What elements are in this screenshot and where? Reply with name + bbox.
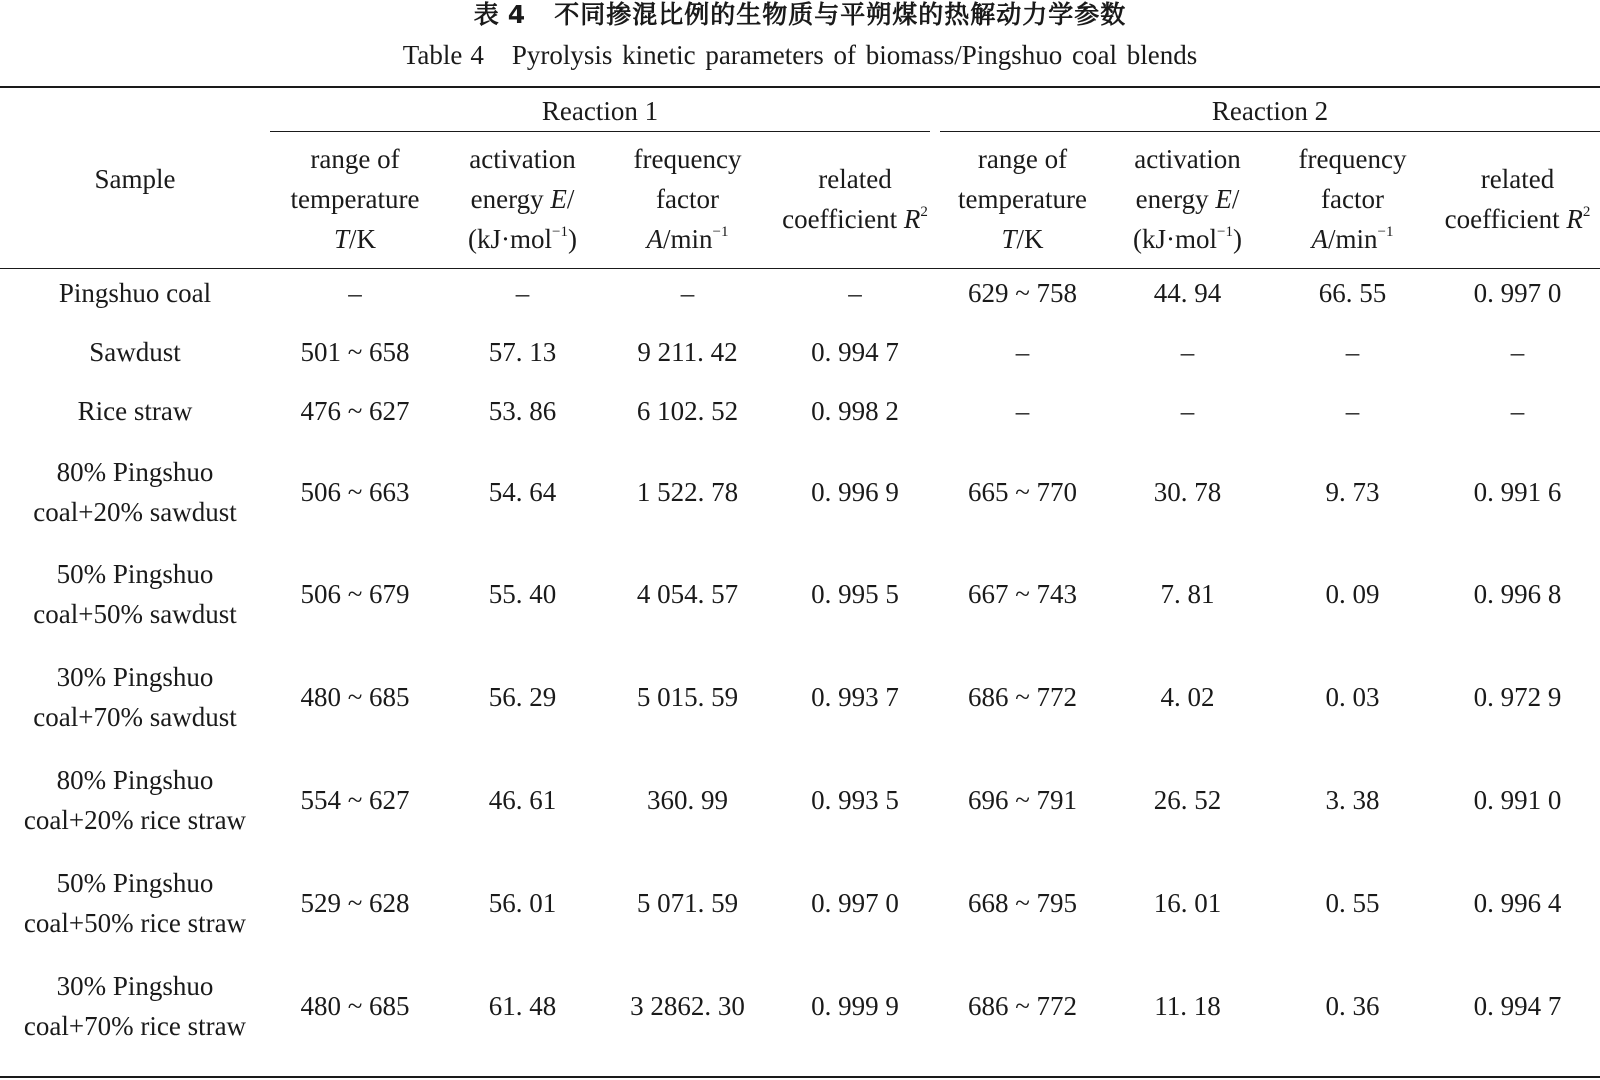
table-cell: 9 211. 42 xyxy=(637,337,738,367)
table-cell: 480 ~ 685 xyxy=(300,991,410,1021)
table-cell: 0. 997 0 xyxy=(1473,278,1562,308)
header-temperature-range-1: range of temperature T/K xyxy=(290,144,420,254)
table-cell: – xyxy=(1015,396,1030,426)
table-cell: 0. 09 xyxy=(1325,579,1380,609)
header-related-coefficient-2: related coefficient $R^2$ xyxy=(1444,164,1591,234)
table-cell: 665 ~ 770 xyxy=(967,477,1078,507)
caption-cn-prefix: 表 xyxy=(473,0,500,29)
table-cell: 9. 73 xyxy=(1325,477,1380,507)
table-cell: 686 ~ 772 xyxy=(967,682,1078,712)
table-cell: 5 015. 59 xyxy=(636,682,739,712)
table-cell: – xyxy=(348,278,362,308)
row-sample: Sawdust xyxy=(89,337,181,367)
table-cell: 554 ~ 627 xyxy=(300,785,410,815)
table-cell: 54. 64 xyxy=(488,477,557,507)
table-cell: – xyxy=(680,278,695,308)
table-cell: 11. 18 xyxy=(1154,991,1221,1021)
table-cell: 686 ~ 772 xyxy=(967,991,1078,1021)
top-rule xyxy=(0,86,1600,88)
table-cell: 56. 29 xyxy=(488,682,557,712)
table-cell: – xyxy=(515,278,530,308)
header-rule xyxy=(0,268,1600,269)
table-cell: 0. 03 xyxy=(1325,682,1380,712)
table-cell: 476 ~ 627 xyxy=(300,396,410,426)
table-cell: 501 ~ 658 xyxy=(300,337,410,367)
row-sample: Rice straw xyxy=(77,396,193,426)
table-cell: 6 102. 52 xyxy=(636,396,739,426)
table-cell: – xyxy=(1345,337,1360,367)
table-cell: – xyxy=(1345,396,1360,426)
table-cell: 480 ~ 685 xyxy=(300,682,410,712)
table-cell: 57. 13 xyxy=(488,337,557,367)
table-cell: 61. 48 xyxy=(488,991,557,1021)
caption-cn-title: 不同掺混比例的生物质与平朔煤的热解动力学参数 xyxy=(554,0,1127,29)
table-cell: 0. 36 xyxy=(1325,991,1380,1021)
header-reaction-1: Reaction 1 xyxy=(541,96,659,126)
table-cell: 0. 997 0 xyxy=(811,888,899,918)
caption-en-number: 4 xyxy=(470,40,484,70)
table-cell: 3. 38 xyxy=(1325,785,1380,815)
row-sample: 50% Pingshuo coal+50% rice straw xyxy=(23,868,247,938)
table-cell: 0. 993 7 xyxy=(811,682,899,712)
group1-underline xyxy=(270,131,930,132)
table-cell: 0. 996 8 xyxy=(1473,579,1562,609)
table-cell: 26. 52 xyxy=(1153,785,1222,815)
table-cell: 0. 993 5 xyxy=(811,785,899,815)
table-cell: 30. 78 xyxy=(1153,477,1222,507)
table-cell: – xyxy=(1180,396,1195,426)
table-cell: 3 2862. 30 xyxy=(630,991,745,1021)
table-cell: 46. 61 xyxy=(488,785,557,815)
header-frequency-factor-2: frequency factor $A/\min^{-1}$ xyxy=(1298,144,1407,254)
table-cell: 7. 81 xyxy=(1160,579,1215,609)
table-cell: – xyxy=(1510,396,1525,426)
table-cell: 0. 998 2 xyxy=(811,396,899,426)
table-cell: 66. 55 xyxy=(1318,278,1387,308)
table-cell: 5 071. 59 xyxy=(636,888,739,918)
table-cell: 667 ~ 743 xyxy=(967,579,1078,609)
table-cell: – xyxy=(848,278,862,308)
header-related-coefficient-1: related coefficient $R^2$ xyxy=(782,164,928,234)
bottom-rule xyxy=(0,1076,1600,1078)
table-caption-chinese xyxy=(0,0,1600,30)
table-cell: 506 ~ 679 xyxy=(300,579,410,609)
header-reaction-2: Reaction 2 xyxy=(1211,96,1329,126)
row-sample: 30% Pingshuo coal+70% sawdust xyxy=(33,662,237,732)
header-temperature-range-2: range of temperature T/K xyxy=(958,144,1087,254)
table-cell: 55. 40 xyxy=(488,579,557,609)
caption-cn-number: 4 xyxy=(507,0,527,29)
table-cell: 0. 996 9 xyxy=(811,477,899,507)
header-activation-energy-2: activation energy E/ (kJ·mol$^{-1}$) xyxy=(1133,144,1242,254)
table-cell: 16. 01 xyxy=(1153,888,1222,918)
table-cell: – xyxy=(1180,337,1195,367)
header-sample: Sample xyxy=(94,164,176,194)
table-cell: 4. 02 xyxy=(1160,682,1215,712)
table-cell: 0. 972 9 xyxy=(1473,682,1562,712)
table-cell: – xyxy=(1510,337,1525,367)
row-sample: 80% Pingshuo coal+20% rice straw xyxy=(23,765,247,835)
row-sample: Pingshuo coal xyxy=(58,278,212,308)
table-cell: 668 ~ 795 xyxy=(967,888,1078,918)
table-cell: 360. 99 xyxy=(647,785,728,815)
row-sample: 80% Pingshuo coal+20% sawdust xyxy=(33,457,237,527)
table-cell: – xyxy=(1015,337,1030,367)
table-cell: 44. 94 xyxy=(1153,278,1222,308)
table-cell: 506 ~ 663 xyxy=(300,477,410,507)
table-cell: 0. 996 4 xyxy=(1473,888,1562,918)
caption-en-title: Pyrolysis kinetic parameters of biomass/Pingshuo coal blends xyxy=(511,40,1198,70)
table-caption-english xyxy=(0,38,1600,72)
table-cell: 529 ~ 628 xyxy=(300,888,410,918)
table-cell: 4 054. 57 xyxy=(636,579,739,609)
header-frequency-factor-1: frequency factor $A/\min^{-1}$ xyxy=(633,144,742,254)
table-cell: 696 ~ 791 xyxy=(967,785,1078,815)
table-cell: 0. 991 6 xyxy=(1473,477,1562,507)
table-cell: 0. 55 xyxy=(1325,888,1380,918)
table-cell: 1 522. 78 xyxy=(636,477,739,507)
table-cell: 0. 994 7 xyxy=(1473,991,1562,1021)
header-activation-energy-1: activation energy E/ (kJ·mol$^{-1}$) xyxy=(468,144,577,254)
group2-underline xyxy=(940,131,1600,132)
table-cell: 56. 01 xyxy=(488,888,557,918)
row-sample: 50% Pingshuo coal+50% sawdust xyxy=(33,559,237,629)
table-cell: 0. 994 7 xyxy=(811,337,899,367)
table-cell: 629 ~ 758 xyxy=(967,278,1078,308)
table-cell: 53. 86 xyxy=(488,396,557,426)
table-cell: 0. 995 5 xyxy=(811,579,899,609)
caption-en-prefix: Table xyxy=(402,40,463,70)
table-cell: 0. 991 0 xyxy=(1473,785,1562,815)
row-sample: 30% Pingshuo coal+70% rice straw xyxy=(23,971,247,1041)
table-cell: 0. 999 9 xyxy=(811,991,899,1021)
